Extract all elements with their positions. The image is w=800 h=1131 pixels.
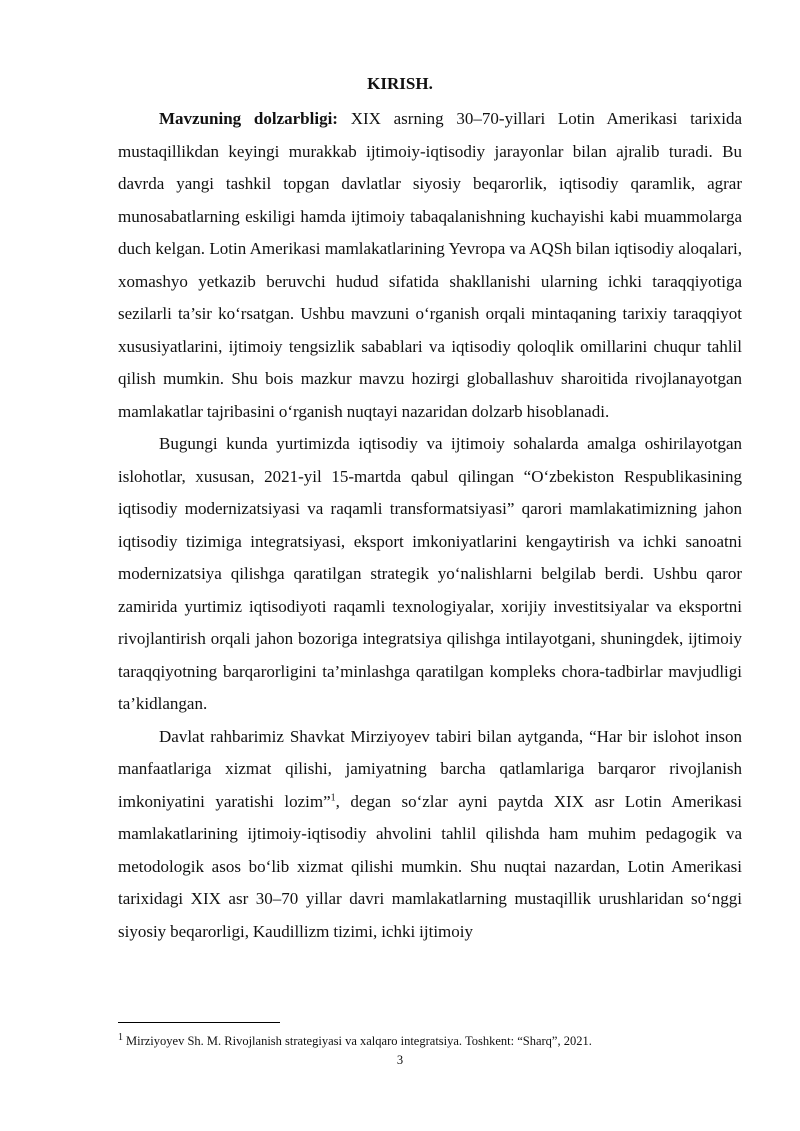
quote-text: Davlat rahbarimiz Shavkat Mirziyoyev tabiri bilan aytganda, “Har bir islohot inson manfaatlariga xizmat qilishi, jamiyatning barcha qatlamlariga barqaror rivojlanish imkoniyatini yaratishi lozim” [118, 726, 742, 811]
main-text [118, 103, 742, 948]
paragraph-continuation: , degan so‘zlar ayni paytda XIX asr Lotin Amerikasi mamlakatlarining ijtimoiy-iqtisodiy ahvolini tahlil qilishda ham muhim pedagogik va metodologik asos bo‘lib xizmat qilishi mumkin. Shu nuqtai nazardan, Lotin Amerikasi tarixidagi XIX asr 30–70 yillar davri mamlakatlarning mustaqillik urushlaridan so‘nggi siyosiy beqarorligi, Kaudillizm tizimi, ichki ijtimoiy [118, 791, 742, 941]
paragraph-relevance [118, 103, 742, 428]
page-number: 3 [396, 1053, 404, 1067]
footnote [118, 1033, 758, 1049]
paragraph-reforms: Bugungi kunda yurtimizda iqtisodiy va ijtimoiy sohalarda amalga oshirilayotgan islohotlar, xususan, 2021-yil 15-martda qabul qilingan “O‘zbekiston Respublikasining iqtisodiy modernizatsiyasi va raqamli transformatsiyasi” qarori mamlakatimizning jahon iqtisodiy tizimiga integratsiyasi, eksport imkoniyatlarini kengaytirish va ichki sanoatni modernizatsiya qilishga qaratilgan strategik yo‘nalishlarni belgilab berdi. Ushbu qaror zamirida yurtimiz iqtisodiyoti raqamli texnologiyalar, xorijiy investitsiyalar va eksportni rivojlantirish orqali jahon bozoriga integratsiya qilishga intilayotgani, shuningdek, ijtimoiy taraqqiyotning barqarorligini ta’minlashga qaratilgan kompleks chora-tadbirlar mavjudligi ta’kidlangan. [118, 434, 742, 713]
footnote-text: Mirziyoyev Sh. M. Rivojlanish strategiyasi va xalqaro integratsiya. Toshkent: “Sharq”, 2021. [126, 1034, 592, 1048]
paragraph-quote [118, 721, 742, 949]
paragraph-lead: Mavzuning dolzarbligi: [159, 109, 338, 128]
footnote-divider [118, 1022, 280, 1023]
footnote-number: 1 [118, 1031, 123, 1043]
footnote-reference[interactable]: 1 [330, 791, 336, 803]
page-title: KIRISH. [367, 74, 433, 93]
paragraph-text: XIX asrning 30–70-yillari Lotin Amerikasi tarixida mustaqillikdan keyingi murakkab ijtimoiy-iqtisodiy jarayonlar bilan ajralib turadi. Bu davrda yangi tashkil topgan davlatlar siyosiy beqarorlik, iqtisodiy qaramlik, agrar munosabatlarning eskiligi hamda ijtimoiy tabaqalanishning kuchayishi kabi muammolarga duch kelgan. Lotin Amerikasi mamlakatlarining Yevropa va AQSh bilan iqtisodiy aloqalari, xomashyo yetkazib beruvchi hudud sifatida shakllanishi ularning ichki taraqqiyotiga sezilarli ta’sir ko‘rsatgan. Ushbu mavzuni o‘rganish orqali mintaqaning tarixiy taraqqiyot xususiyatlarini, ijtimoiy tengsizlik sabablari va iqtisodiy qoloqlik omillarini chuqur tahlil qilish mumkin. Shu bois mazkur mavzu hozirgi globallashuv sharoitida rivojlanayotgan mamlakatlar tajribasini o‘rganish nuqtayi nazaridan dolzarb hisoblanadi. [118, 109, 742, 421]
